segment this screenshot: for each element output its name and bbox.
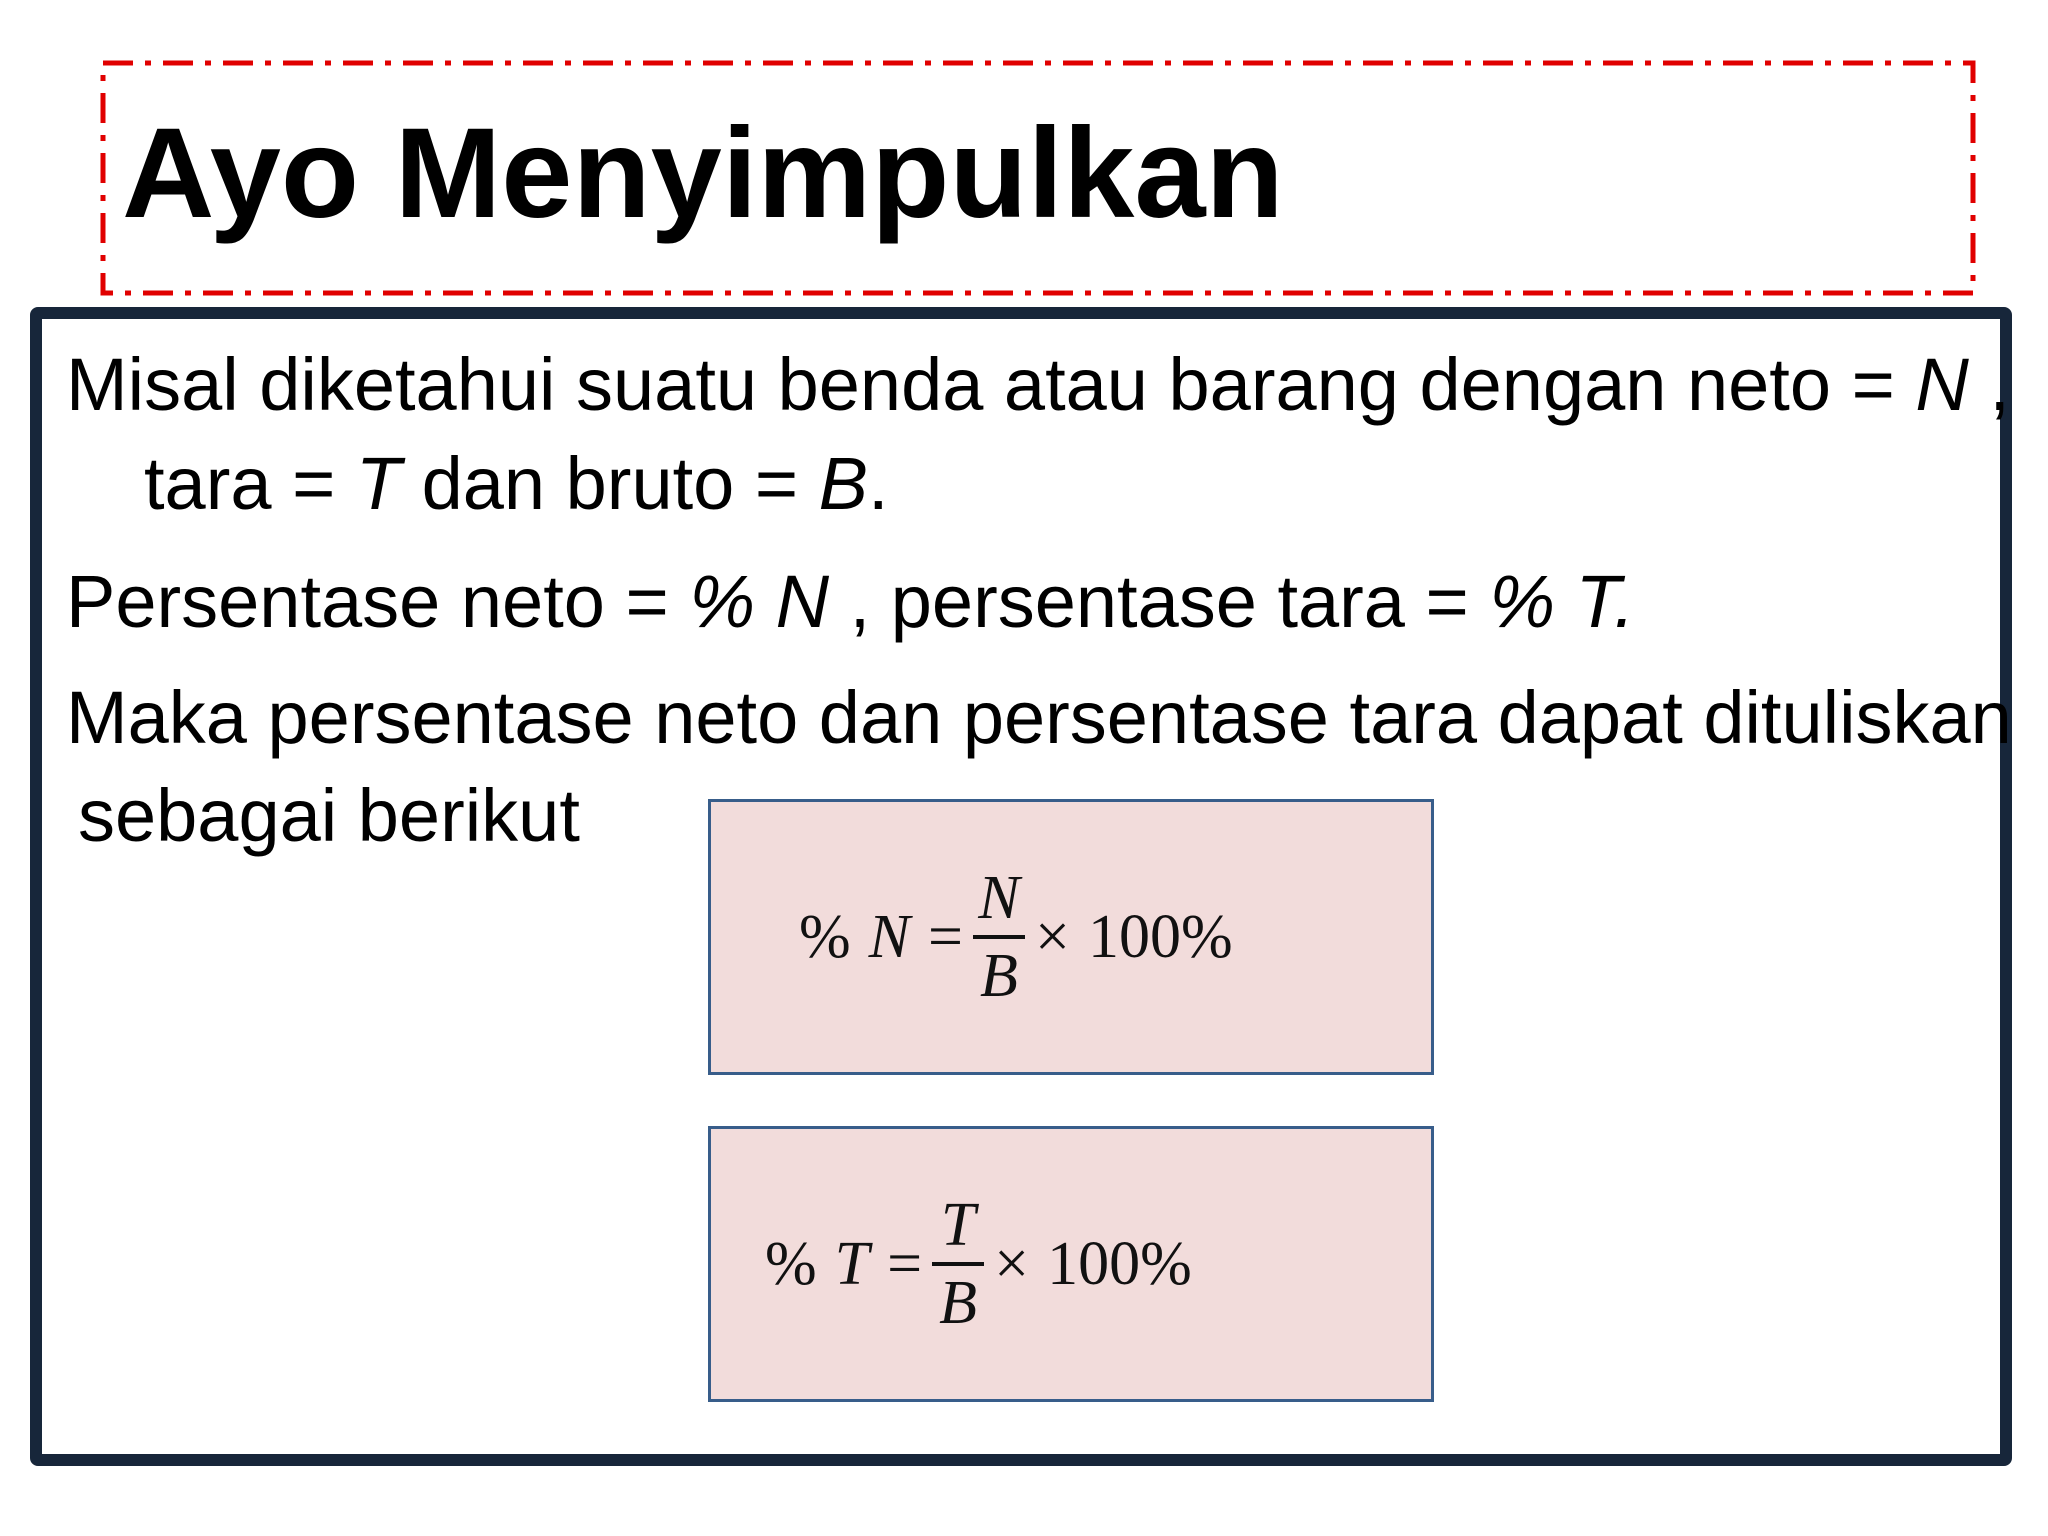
fraction-denominator: B bbox=[980, 942, 1018, 1010]
title-box bbox=[100, 60, 1976, 296]
percent-sign: % bbox=[765, 1229, 817, 1298]
formula-rhs: 100% bbox=[1087, 902, 1233, 971]
fraction-numerator: N bbox=[978, 864, 1020, 932]
text-segment: Misal diketahui suatu benda atau barang dengan neto = bbox=[66, 343, 1916, 426]
variable-b: B bbox=[818, 442, 869, 525]
paragraph-definition-line1 bbox=[66, 343, 2010, 426]
variable-percent-n: % N bbox=[689, 560, 830, 643]
times-sign: × bbox=[994, 1229, 1030, 1298]
fraction-denominator: B bbox=[939, 1269, 978, 1337]
variable-percent-t: % T. bbox=[1489, 560, 1635, 643]
fraction bbox=[932, 1191, 984, 1337]
equals-sign: = bbox=[928, 902, 963, 971]
formula-neto bbox=[799, 802, 1233, 1072]
formula-lhs-var: T bbox=[834, 1229, 870, 1298]
paragraph-conclusion-line1: Maka persentase neto dan persentase tara dapat dituliskan bbox=[66, 676, 2012, 759]
variable-t: T bbox=[355, 442, 402, 525]
formula-box-tara bbox=[708, 1126, 1434, 1402]
formula-lhs-var: N bbox=[868, 902, 911, 971]
fraction-numerator: T bbox=[940, 1191, 976, 1259]
text-segment: tara = bbox=[144, 442, 356, 525]
percent-sign: % bbox=[799, 902, 851, 971]
formula-box-neto bbox=[708, 799, 1434, 1075]
paragraph-percentages bbox=[66, 560, 1635, 643]
text-segment: dan bruto = bbox=[401, 442, 819, 525]
page-title: Ayo Menyimpulkan bbox=[122, 102, 1284, 245]
paragraph-conclusion-line2: sebagai berikut bbox=[78, 774, 580, 857]
equals-sign: = bbox=[887, 1229, 923, 1298]
text-segment: . bbox=[868, 442, 889, 525]
content-box bbox=[30, 307, 2012, 1466]
text-segment: Persentase neto = bbox=[66, 560, 690, 643]
paragraph-definition-line2 bbox=[144, 442, 889, 525]
times-sign: × bbox=[1034, 902, 1070, 971]
text-segment: , bbox=[1968, 343, 2010, 426]
fraction bbox=[973, 864, 1025, 1010]
formula-tara bbox=[765, 1129, 1192, 1399]
variable-n: N bbox=[1915, 343, 1969, 426]
text-segment: , persentase tara = bbox=[829, 560, 1490, 643]
formula-rhs: 100% bbox=[1047, 1229, 1192, 1298]
